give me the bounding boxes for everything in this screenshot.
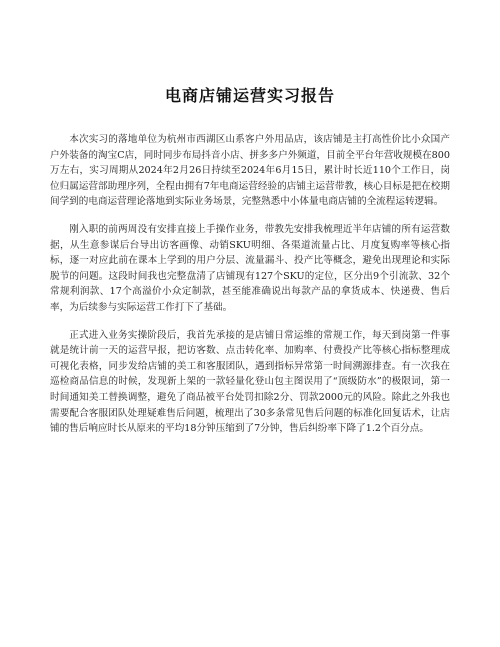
paragraph-daily-operations: 正式进入业务实操阶段后，我首先承接的是店铺日常运维的常规工作，每天到岗第一件事就是统计前一天的运营早报，把访客数、点击转化率、加购率、付费投产比等核心指标整理成可视化表格，同步发给店铺的美工和客服团队，遇到指标异常第一时间溯源排查。有一次我在巡检商品信息的时候，发现新上架的一款轻量化登山包主图误用了“顶级防水”的极限词，第一时间通知美工替换调整，避免了商品被平台处罚扣除2分、罚款2000元的风险。除此之外我也需要配合客服团队处理疑难售后问题，梳理出了30多条常见售后问题的标准化回复话术，让店铺的售后响应时长从原来的平均18分钟压缩到了7分钟，售后纠纷率下降了1.2个百分点。: [50, 329, 450, 435]
paragraph-data-review: 刚入职的前两周没有安排直接上手操作业务，带教先安排我梳理近半年店铺的所有运营数据，从生意参谋后台导出访客画像、动销SKU明细、各渠道流量占比、月度复购率等核心指标，逐一对应此前在课本上学到的用户分层、流量漏斗、投产比等概念，避免出现理论和实际脱节的问题。这段时间我也完整盘清了店铺现有127个SKU的定位，区分出9个引流款、32个常规利润款、17个高溢价小众定制款，甚至能准确说出每款产品的拿货成本、快递费、售后率，为后续参与实际运营工作打下了基础。: [50, 223, 450, 313]
paragraph-internship-overview: 本次实习的落地单位为杭州市西湖区山系客户外用品店，该店铺是主打高性价比小众国产户外装备的淘宝C店，同时同步布局抖音小店、拼多多户外频道，目前全平台年营收规模在800万左右，实习周期从2024年2月26日持续至2024年6月15日，累计时长近110个工作日，岗位归属运营部助理序列，全程由拥有7年电商运营经验的店铺主运营带教，核心目标是把在校期间学到的电商运营理论落地到实际业务场景，完整熟悉中小体量电商店铺的全流程运转逻辑。: [50, 134, 450, 208]
document-title: 电商店铺运营实习报告: [164, 86, 335, 105]
